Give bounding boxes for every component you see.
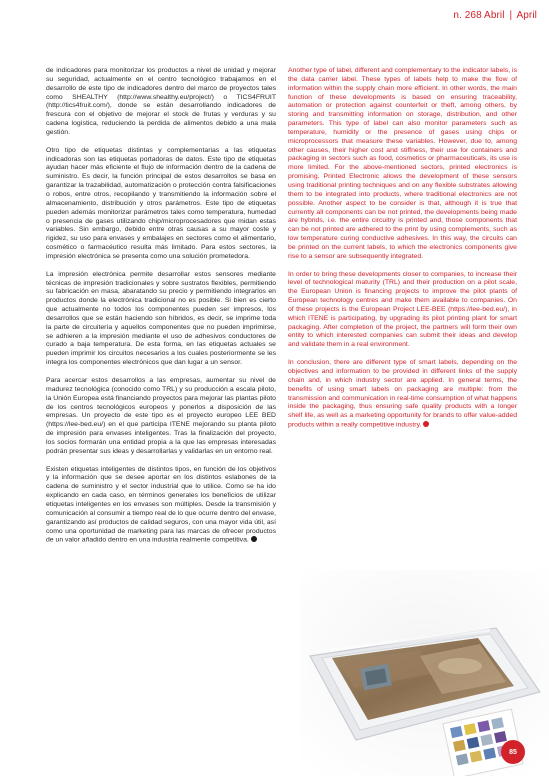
paragraph-final xyxy=(46,466,276,546)
running-header xyxy=(453,10,537,21)
paragraph-text: Existen etiquetas inteligentes de distintos tipos, en función de los objetivos y la información que se desee aportar en los distintos eslabones de la cadena de suministro y el sector industrial que lo utilice. Como se ha ido explicando en cada caso, en términos generales los beneficios de utilizar etiquetas inteligentes en los envases son múltiples. Desde la transmisión y comunicación al consumir a tiempo real de lo que ocurre dentro del envase, garantizando así productos de calidad seguros, con una mayor vida útil, así como una oportunidad de marketing para las marcas de ofrecer productos de un valor añadido dentro en una industria realmente competitiva. xyxy=(46,465,276,544)
paragraph: de indicadores para monitorizar los productos a nivel de unidad y mejorar su seguridad, actualmente en el centro tecnológico trabajamos en el desarrollo de este tipo de indicadores dentro del marco de proyectos tales como SHEALTHY (http://www.shealthy.eu/project/) o TICS4FRUIT (http://tics4fruit.com/), donde se están desarrollando indicadores de frescura con el objetivo de mejorar el stock de frutas y verduras y su cadena logística, reduciendo la perdida de alimentos debido a una mala gestión. xyxy=(46,67,276,136)
english-column xyxy=(288,67,517,439)
page-number-badge: 85 xyxy=(501,740,525,764)
header-separator: | xyxy=(509,10,513,21)
end-of-article-icon xyxy=(423,421,429,427)
paragraph: Another type of label, different and complementary to the indicator labels, is the data carrier label. These types of labels help to make the flow of information within the supply chain more efficient. In other words, the main function of these developments is based on ensuring traceability, automation or protection against counterfeit or theft, among others, by storing and transmitting information on storage, distribution, and other parameters. This type of label can also monitor parameters such as temperature, humidity or the presence of gases using chips or microprocessors that measure these variables. However, due to, among other causes, their higher cost and stiffness, their use for containers and packaging in sectors such as food, cosmetics or pharmaceuticals, its use is more limited. For the above-mentioned sectors, printed electronics is promising. Printed Electronic allows the development of these sensors using traditional printing techniques and on any flexible substrates allowing them to be integrated into products, where traditional electronics are not possible. Another aspect to be consider is that, although it is true that currently all components can be not printed, the developments being made are hybrids, i.e. the entire circuitry is printed and, those components that can be not printed are adhered to the print by using complements, such as low temperature curing conductive adhesives. In this way, the circuits can be printed on the current labels, to which the electronics components give rise to a sensor are subsequently integrated. xyxy=(288,67,517,260)
paragraph-text: In conclusion, there are different type of smart labels, depending on the objectives and information to be provided in different links of the supply chain and, in which industry sector are applied. In general terms, the benefits of using smart labels on packaging are multiple: from the transmission and communication in real-time consumption of what happens inside the packaging, thus ensuring safe quality products with a longer shelf life, as well as a marketing opportunity for brands to offer value-added products within a really competitive industry. xyxy=(288,359,517,429)
end-of-article-icon xyxy=(251,536,257,542)
paragraph: In order to bring these developments closer to companies, to increase their level of technological maturity (TRL) and their production on a pilot scale, the European Union is financing projects to improve the pilot plants of European technology centres and make them available to companies. On of these projects is the European Project LEE-BEE (https://lee-bed.eu/), in which ITENE is participating, by upgrading its pilot printing plant for smart packaging. After completion of the project, the partners will form their own entity to which interested companies can submit their ideas and develop and validate them in a real environment. xyxy=(288,270,517,349)
paragraph: La impresión electrónica permite desarrollar estos sensores mediante técnicas de impresión tradicionales y sobre sustratos flexibles, permitiendo su fabricación en masa, abaratando su precio y permitiendo integrarlos en productos donde la electrónica tradicional no es posible. Si bien es cierto que actualmente no todos los componentes pueden ser impresos, los desarrollos que se están haciendo son híbridos, es decir, se imprime toda la parte de circuitería y aquellos componentes que no pueden imprimirse, se adhieren a la impresión mediante el uso de adhesivos conductores de curado a baja temperatura. De esta forma, en las etiquetas actuales se pueden imprimir los circuitos necesarios a los cuales posteriormente se les integra los componentes electrónicos que dan lugar a un sensor. xyxy=(46,270,276,367)
spanish-column xyxy=(46,67,276,555)
month-label: April xyxy=(516,10,537,21)
paragraph-final xyxy=(288,359,517,430)
paragraph: Otro tipo de etiquetas distintas y complementarias a las etiquetas indicadoras son las etiquetas portadoras de datos. Este tipo de etiquetas ayudan hacer más eficiente el flujo de información dentro de la cadena de suministro. Es decir, la función principal de estos desarrollos se basa en garantizar la trazabilidad, automatización o protección contra falsificaciones o robos, entre otros, recopilando y transmitiendo la información sobre el almacenamiento, distribución y otros parámetros. Este tipo de etiquetas pueden además monitorizar parámetros tales como temperatura, humedad o presencia de gases utilizando chip/microprocesadores que midan estas variables. Sin embargo, debido entre otras causas a su mayor coste y rigidez, su uso para envases y embalajes en sectores como el alimentario, cosmético o farmacéutico resulta más limitado. Para estos sectores, la impresión electrónica se presenta como una solución prometedora. xyxy=(46,146,276,260)
issue-label: n. 268 Abril xyxy=(453,10,505,21)
paragraph: Para acercar estos desarrollos a las empresas, aumentar su nivel de madurez tecnológica (conocido como TRL) y su producción a escala piloto, la Unión Europea está financiando proyectos para mejorar las plantas piloto de los centros tecnológicos europeos y ponerlos a disposición de las empresas. Un proyecto de este tipo es el proyecto europeo LEE BED (https://lee-bed.eu/) en el que participa ITENE mejorando su planta piloto de impresión para envases inteligentes. Tras la finalización del proyecto, los socios formarán una entidad propia a la que las empresas interesadas podrán presentar sus ideas y desarrollarlas y validarlas en un entorno real. xyxy=(46,377,276,455)
